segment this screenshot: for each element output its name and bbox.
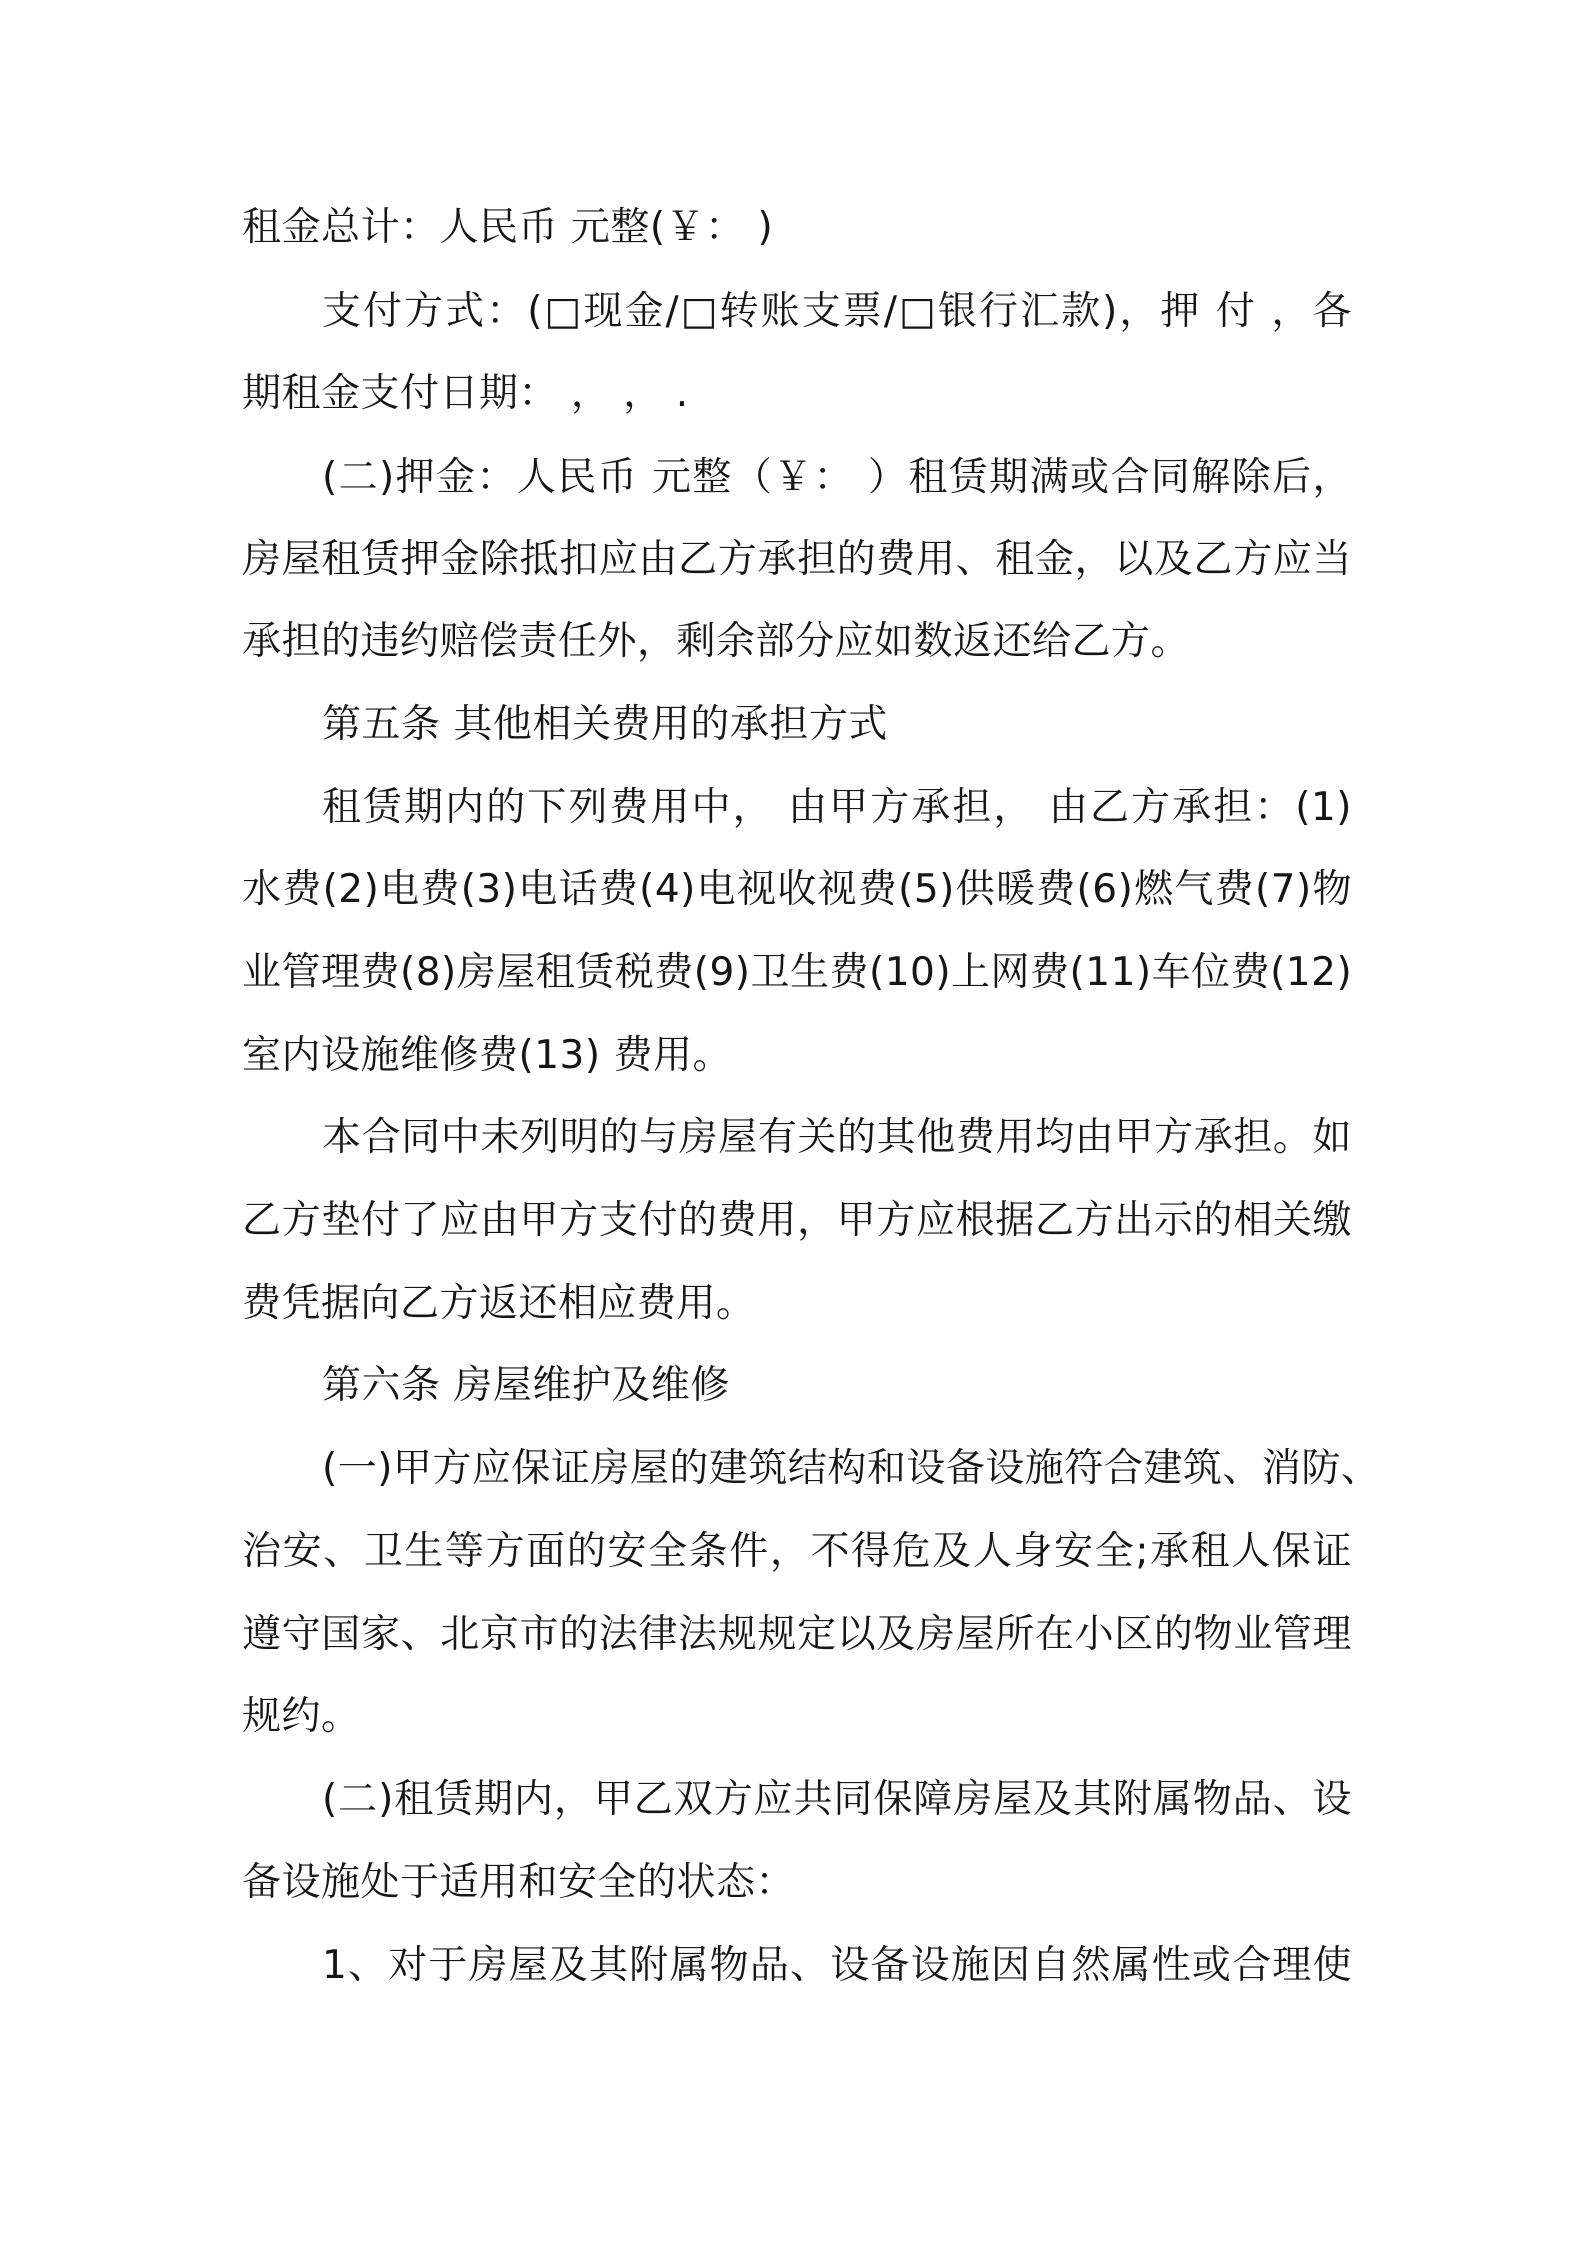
line-fees-list-2: 业管理费(8)房屋租赁税费(9)卫生费(10)上网费(11)车位费(12): [242, 950, 1353, 995]
line-fees-intro: 租赁期内的下列费用中， 由甲方承担， 由乙方承担：(1): [322, 785, 1352, 830]
line-maintenance-2-cont: 备设施处于适用和安全的状态：: [242, 1860, 796, 1905]
line-maintenance-1-cont-2: 遵守国家、北京市的法律法规规定以及房屋所在小区的物业管理: [242, 1612, 1352, 1657]
article-5-heading: 第五条 其他相关费用的承担方式: [322, 702, 888, 747]
line-other-fees-cont-2: 费凭据向乙方返还相应费用。: [242, 1281, 756, 1326]
article-6-heading: 第六条 房屋维护及维修: [322, 1363, 730, 1408]
line-maintenance-2: (二)租赁期内，甲乙双方应共同保障房屋及其附属物品、设: [322, 1777, 1352, 1822]
line-fees-list-3: 室内设施维修费(13) 费用。: [242, 1033, 732, 1078]
line-other-fees: 本合同中未列明的与房屋有关的其他费用均由甲方承担。如: [322, 1115, 1352, 1160]
line-maintenance-1: (一)甲方应保证房屋的建筑结构和设备设施符合建筑、消防、: [322, 1446, 1381, 1491]
line-payment-method: 支付方式：(□现金/□转账支票/□银行汇款)，押 付 ，各: [322, 289, 1352, 334]
line-maintenance-1-cont-3: 规约。: [242, 1694, 361, 1739]
line-maintenance-item-1: 1、对于房屋及其附属物品、设备设施因自然属性或合理使: [322, 1943, 1352, 1988]
line-fees-list-1: 水费(2)电费(3)电话费(4)电视收视费(5)供暖费(6)燃气费(7)物: [242, 867, 1352, 912]
line-deposit-cont-1: 房屋租赁押金除抵扣应由乙方承担的费用、租金，以及乙方应当: [242, 537, 1352, 582]
line-deposit: (二)押金：人民币 元整（￥： ）租赁期满或合同解除后，: [322, 455, 1352, 500]
line-deposit-cont-2: 承担的违约赔偿责任外，剩余部分应如数返还给乙方。: [242, 619, 1191, 664]
line-other-fees-cont-1: 乙方垫付了应由甲方支付的费用，甲方应根据乙方出示的相关缴: [242, 1198, 1352, 1243]
line-rent-total: 租金总计：人民币 元整(￥： ): [242, 205, 774, 250]
line-maintenance-1-cont-1: 治安、卫生等方面的安全条件，不得危及人身安全;承租人保证: [242, 1529, 1352, 1574]
line-payment-dates: 期租金支付日期： ， ， .: [242, 371, 689, 416]
